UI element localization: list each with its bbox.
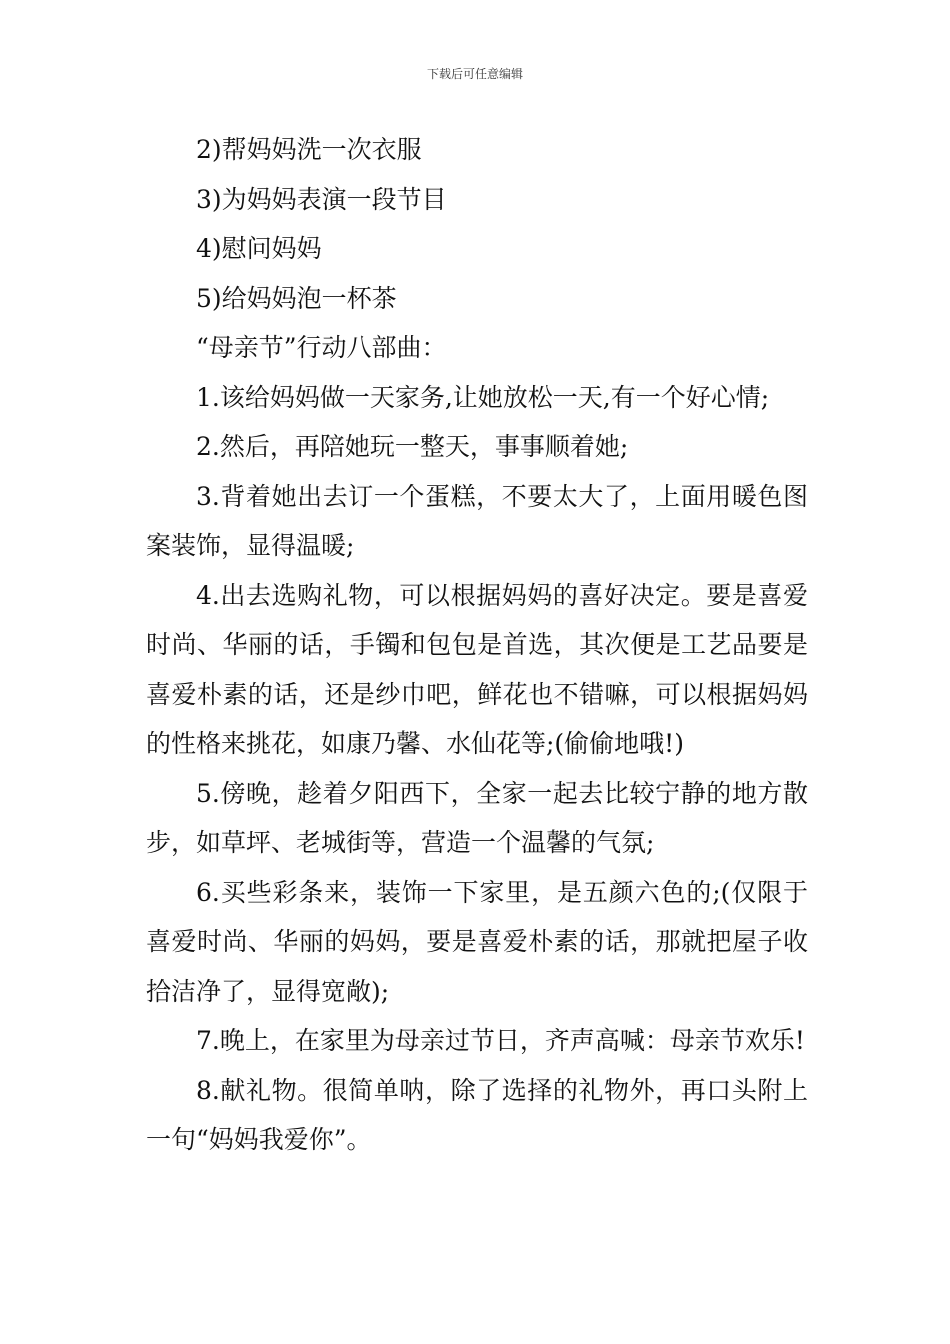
list-item-perform-show: 3)为妈妈表演一段节目 [196,184,447,214]
step-4-paragraph: 4.出去选购礼物，可以根据妈妈的喜好决定。要是喜爱时尚、华丽的话，手镯和包包是首选，其次便是工艺品要是喜爱朴素的话，还是纱巾吧，鲜花也不错嘛，可以根据妈妈的性格来挑花，如康乃馨、水仙花等;(偷偷地哦!) [146,580,808,758]
step-8-paragraph: 8.献礼物。很简单呐，除了选择的礼物外，再口头附上一句“妈妈我爱你”。 [146,1075,808,1154]
page-header: 下载后可任意编辑 [426,67,523,81]
step-6-paragraph: 6.买些彩条来，装饰一下家里，是五颜六色的;(仅限于喜爱时尚、华丽的妈妈，要是喜爱朴素的话，那就把屋子收拾洁净了，显得宽敞); [146,877,808,1006]
list-item-make-tea: 5)给妈妈泡一杯茶 [196,283,397,313]
step-3-paragraph: 3.背着她出去订一个蛋糕，不要太大了，上面用暖色图案装饰，显得温暖; [146,481,808,560]
list-item-comfort-mom: 4)慰问妈妈 [196,234,322,263]
step-1-paragraph: 1.该给妈妈做一天家务,让她放松一天,有一个好心情; [196,382,770,412]
step-5-paragraph: 5.傍晚，趁着夕阳西下，全家一起去比较宁静的地方散步，如草坪、老城街等，营造一个温馨的气氛; [146,778,808,857]
section-heading-eight-steps: “母亲节”行动八部曲： [196,333,447,362]
list-item-wash-clothes: 2)帮妈妈洗一次衣服 [196,135,422,164]
step-2-paragraph: 2.然后，再陪她玩一整天，事事顺着她; [196,432,629,461]
step-7-paragraph: 7.晚上，在家里为母亲过节日，齐声高喊：母亲节欢乐! [196,1026,805,1055]
document-body [146,125,808,1165]
